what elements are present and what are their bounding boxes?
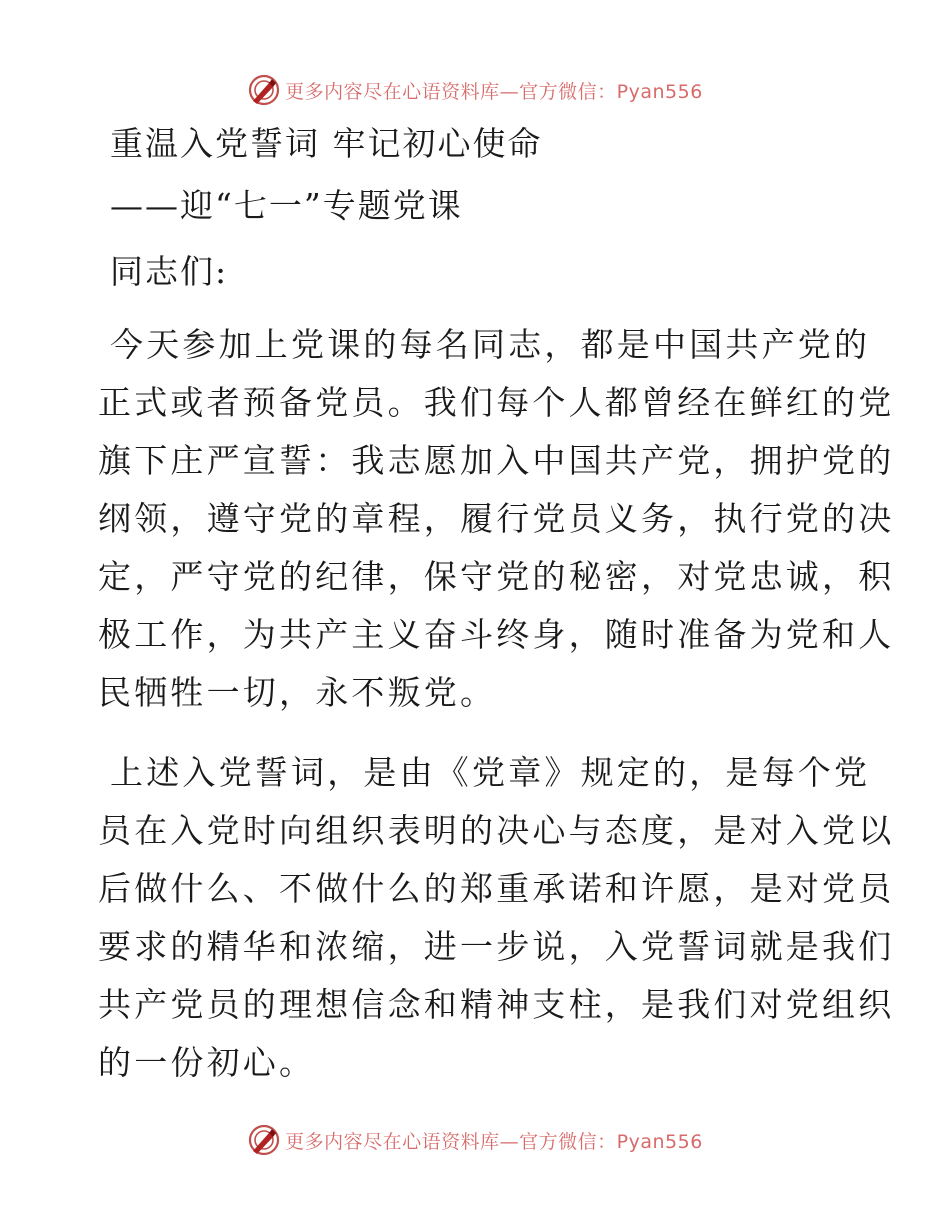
banner-site-name: 更多内容尽在心语资料库	[285, 1130, 500, 1153]
paragraph-2	[98, 744, 895, 1092]
paragraph-line: 旗下庄严宣誓：我志愿加入中国共产党，拥护党的	[98, 441, 895, 480]
paragraph-line: 共产党员的理想信念和精神支柱，是我们对党组织	[98, 985, 895, 1024]
document-title: 重温入党誓词 牢记初心使命	[110, 124, 543, 163]
banner-separator: —	[499, 80, 520, 103]
paragraph-line: 纲领，遵守党的章程，履行党员义务，执行党的决	[98, 499, 895, 538]
paragraph-line: 上述入党誓词，是由《党章》规定的，是每个党	[110, 753, 871, 792]
paragraph-line: 要求的精华和浓缩，进一步说，入党誓词就是我们	[98, 927, 895, 966]
greeting: 同志们:	[110, 252, 229, 291]
banner-text	[285, 77, 703, 104]
banner-site-name: 更多内容尽在心语资料库	[285, 80, 500, 103]
paragraph-line: 今天参加上党课的每名同志，都是中国共产党的	[110, 325, 871, 364]
pen-logo-icon	[247, 73, 281, 107]
banner-separator: —	[499, 1130, 520, 1153]
paragraph-line: 正式或者预备党员。我们每个人都曾经在鲜红的党	[98, 383, 895, 422]
banner-text	[285, 1127, 703, 1154]
footer-watermark-banner	[0, 1120, 950, 1160]
pen-logo-icon	[247, 1123, 281, 1157]
paragraph-line: 定，严守党的纪律，保守党的秘密，对党忠诚，积	[98, 557, 895, 596]
document-subtitle: ——迎“七一”专题党课	[110, 186, 463, 225]
paragraph-line: 极工作，为共产主义奋斗终身，随时准备为党和人	[98, 615, 895, 654]
header-watermark-banner	[0, 70, 950, 110]
paragraph-line: 的一份初心。	[98, 1043, 316, 1082]
document-body	[98, 122, 895, 1114]
paragraph-line: 后做什么、不做什么的郑重承诺和许愿，是对党员	[98, 869, 895, 908]
banner-wechat-label: 官方微信：Pyan556	[519, 80, 703, 103]
paragraph-line: 员在入党时向组织表明的决心与态度，是对入党以	[98, 811, 895, 850]
paragraph-1	[98, 316, 895, 722]
paragraph-line: 民牺牲一切，永不叛党。	[98, 673, 497, 712]
banner-wechat-label: 官方微信：Pyan556	[519, 1130, 703, 1153]
